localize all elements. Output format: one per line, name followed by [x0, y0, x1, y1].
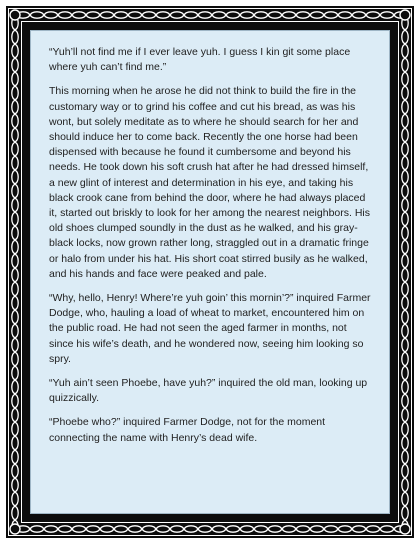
paragraph-3: “Why, hello, Henry! Where’re yuh goin’ this mornin’?” inquired Farmer Dodge, who, hauling a load of wheat to market, encountered him on the public road. He had not seen the aged farmer in months, not since his wife’s death, and he wondered now, seeing him looking so spry.: [49, 292, 371, 365]
ornamental-border: [6, 6, 414, 538]
paragraph-5: “Phoebe who?” inquired Farmer Dodge, not for the moment connecting the name with Henry’s dead wife.: [49, 416, 326, 444]
paragraph-2: This morning when he arose he did not think to build the fire in the customary way or to grind his coffee and cut his bread, as was his wont, but solely meditate as to where he should search for her and should induce her to come back. Recently the one horse had been dispensed with because he found it cumbersome and beyond his needs. He took down his soft crush hat after he had dressed himself, a new glint of interest and determination in his eye, and taking his black crook cane from behind the door, where he had always placed it, started out briskly to look for her among the nearest neighbors. His old shoes clumped soundly in the dust as he walked, and his gray-black locks, now grown rather long, straggled out in a dramatic fringe or halo from under his hat. His short coat stirred busily as he walked, and his hands and face were peaked and pale.: [49, 85, 370, 280]
paragraph-4: “Yuh ain’t seen Phoebe, have yuh?” inquired the old man, looking up quizzically.: [49, 377, 368, 405]
paragraph-1: “Yuh’ll not find me if I ever leave yuh. I guess I kin git some place where yuh can’t find me.”: [49, 46, 351, 74]
page-content: [30, 30, 390, 514]
